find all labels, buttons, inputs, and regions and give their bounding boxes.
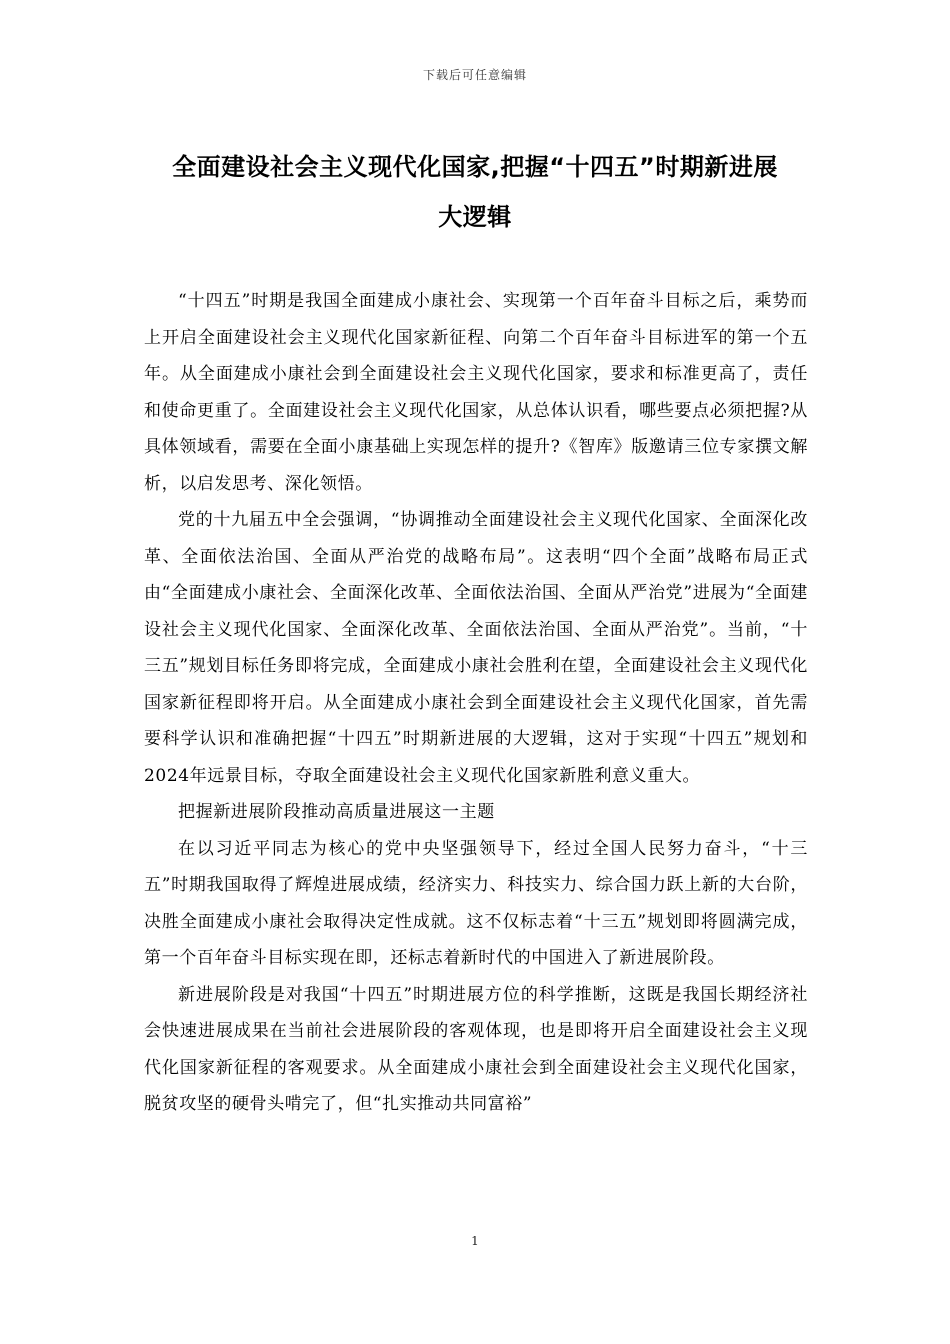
paragraph-intro: “十四五”时期是我国全面建成小康社会、实现第一个百年奋斗目标之后，乘势而上开启全面建设社会主义现代化国家新征程、向第二个百年奋斗目标进军的第一个五年。从全面建成小康社会到全面建设社会主义现代化国家，要求和标准更高了，责任和使命更重了。全面建设社会主义现代化国家，从总体认识看，哪些要点必须把握?从具体领域看，需要在全面小康基础上实现怎样的提升?《智库》版邀请三位专家撰文解析，以启发思考、深化领悟。 xyxy=(144,291,808,494)
paragraph-strategy: 党的十九届五中全会强调，“协调推动全面建设社会主义现代化国家、全面深化改革、全面依法治国、全面从严治党的战略布局”。这表明“四个全面”战略布局正式由“全面建成小康社会、全面深化改革、全面依法治国、全面从严治党”进展为“全面建设社会主义现代化国家、全面深化改革、全面依法治国、全面从严治党”。当前，“十三五”规划目标任务即将完成，全面建成小康社会胜利在望，全面建设社会主义现代化国家新征程即将开启。从全面建成小康社会到全面建设社会主义现代化国家，首先需要科学认识和准确把握“十四五”时期新进展的大逻辑，这对于实现“十四五”规划和2024年远景目标，夺取全面建设社会主义现代化国家新胜利意义重大。 xyxy=(144,510,808,786)
title-line-1: 全面建设社会主义现代化国家,把握“十四五”时期新进展 xyxy=(172,153,778,181)
page-number: 1 xyxy=(471,1234,479,1248)
document-body xyxy=(144,283,808,1123)
document-title xyxy=(120,142,830,242)
title-line-2: 大逻辑 xyxy=(438,203,512,231)
paragraph-new-stage: 新进展阶段是对我国“十四五”时期进展方位的科学推断，这既是我国长期经济社会快速进展成果在当前社会进展阶段的客观体现，也是即将开启全面建设社会主义现代化国家新征程的客观要求。从全面建成小康社会到全面建设社会主义现代化国家，脱贫攻坚的硬骨头啃完了，但“扎实推动共同富裕” xyxy=(144,984,808,1114)
page-header-note: 下载后可任意编辑 xyxy=(422,68,527,82)
paragraph-achievements: 在以习近平同志为核心的党中央坚强领导下，经过全国人民努力奋斗，“十三五”时期我国取得了辉煌进展成绩，经济实力、科技实力、综合国力跃上新的大台阶，决胜全面建成小康社会取得决定性成就。这不仅标志着“十三五”规划即将圆满完成，第一个百年奋斗目标实现在即，还标志着新时代的中国进入了新进展阶段。 xyxy=(144,838,808,968)
section-heading: 把握新进展阶段推动高质量进展这一主题 xyxy=(178,802,495,822)
